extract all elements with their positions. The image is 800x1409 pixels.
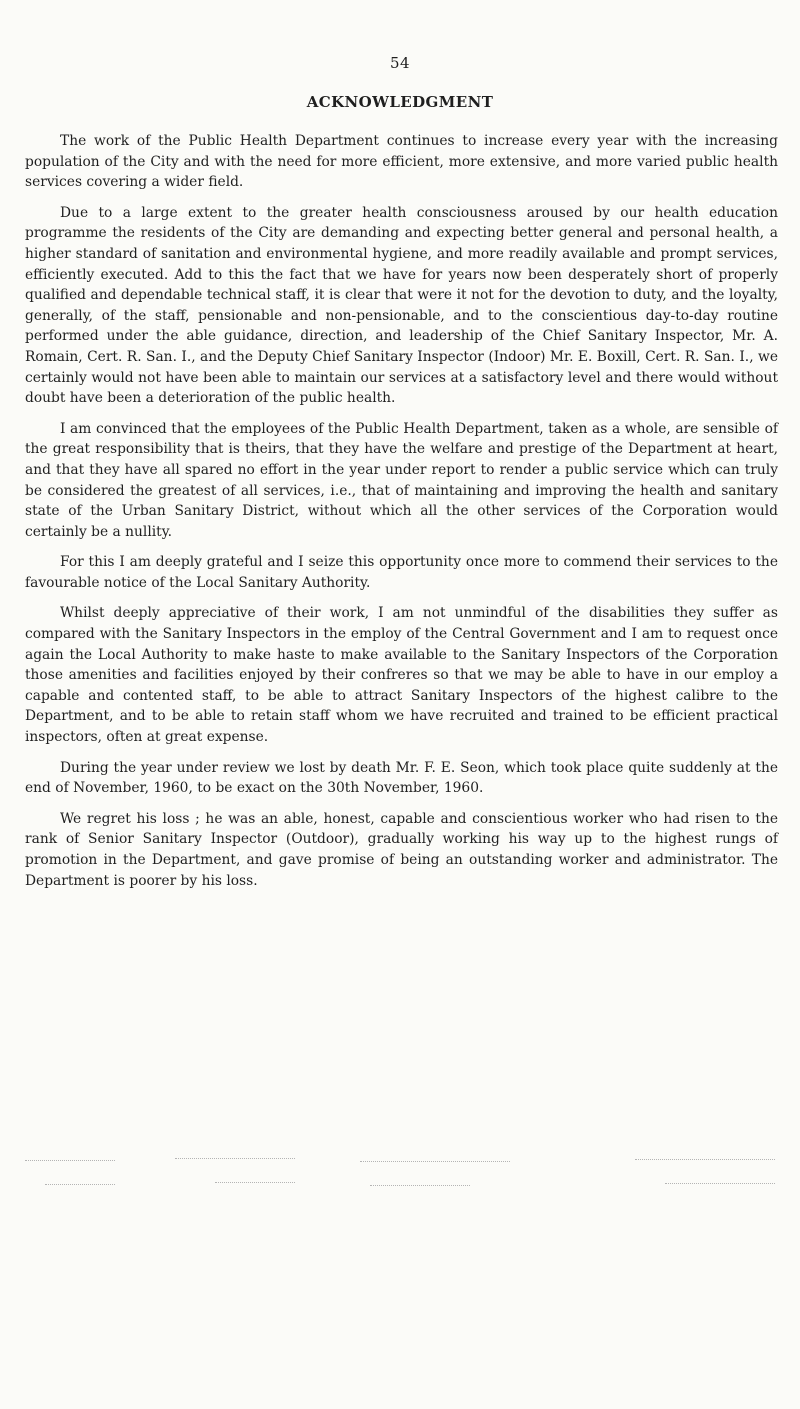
- scan-mark: [665, 1183, 775, 1184]
- paragraph-5: Whilst deeply appreciative of their work, I am not unmindful of the disabilities they suffer as compared with the Sanitary Inspectors in the employ of the Central Government and I am to request once again the Local Authority to make haste to make available to the Sanitary Inspectors of the Corporation those amenities and facilities enjoyed by their confreres so that we may be able to have in our employ a capable and contented staff, to be able to attract Sanitary Inspectors of the highest calibre to the Department, and to be able to retain staff whom we have recruited and trained to be efficient practical inspectors, often at great expense.: [25, 605, 778, 746]
- scan-mark: [370, 1185, 470, 1186]
- scan-mark: [45, 1184, 115, 1185]
- page-heading: ACKNOWLEDGMENT: [306, 93, 494, 111]
- page-number: 54: [389, 54, 411, 72]
- scan-mark: [635, 1159, 775, 1160]
- paragraph-7: We regret his loss ; he was an able, honest, capable and conscientious worker who had risen to the rank of Senior Sanitary Inspector (Outdoor), gradually working his way up to the highest rungs of promotion in the Department, and gave promise of being an outstanding worker and administrator. The Department is poorer by his loss.: [25, 810, 778, 889]
- paragraph-3: I am convinced that the employees of the Public Health Department, taken as a whole, are sensible of the great responsibility that is theirs, that they have the welfare and prestige of the Department at heart, and that they have all spared no effort in the year under report to render a public service which can truly be considered the greatest of all services, i.e., that of maintaining and improving the health and sanitary state of the Urban Sanitary District, without which all the other services of the Corporation would certainly be a nullity.: [25, 420, 778, 540]
- paragraph-2: Due to a large extent to the greater health consciousness aroused by our health education programme the residents of the City are demanding and expecting better general and personal health, a higher standard of sanitation and environmental hygiene, and more readily available and prompt services, efficiently executed. Add to this the fact that we have for years now been desperately short of properly qualified and dependable technical staff, it is clear that were it not for the devotion to duty, and the loyalty, generally, of the staff, pensionable and non-pensionable, and to the conscientious day-to-day routine performed under the able guidance, direction, and leadership of the Chief Sanitary Inspector, Mr. A. Romain, Cert. R. San. I., and the Deputy Chief Sanitary Inspector (Indoor) Mr. E. Boxill, Cert. R. San. I., we certainly would not have been able to maintain our services at a satisfactory level and there would without doubt have been a deterioration of the public health.: [25, 204, 778, 407]
- scan-mark: [25, 1160, 115, 1161]
- paragraph-4: For this I am deeply grateful and I seize this opportunity once more to commend their services to the favourable notice of the Local Sanitary Authority.: [25, 554, 778, 591]
- scan-mark: [215, 1182, 295, 1183]
- scan-artifacts: [25, 1160, 778, 1200]
- scan-mark: [175, 1158, 295, 1159]
- scan-mark: [360, 1161, 510, 1162]
- paragraph-1: The work of the Public Health Department continues to increase every year with the increasing population of the City and with the need for more efficient, more extensive, and more varied public health services covering a wider field.: [25, 133, 778, 191]
- paragraph-6: During the year under review we lost by death Mr. F. E. Seon, which took place quite suddenly at the end of November, 1960, to be exact on the 30th November, 1960.: [25, 759, 778, 797]
- body-text: [25, 131, 778, 901]
